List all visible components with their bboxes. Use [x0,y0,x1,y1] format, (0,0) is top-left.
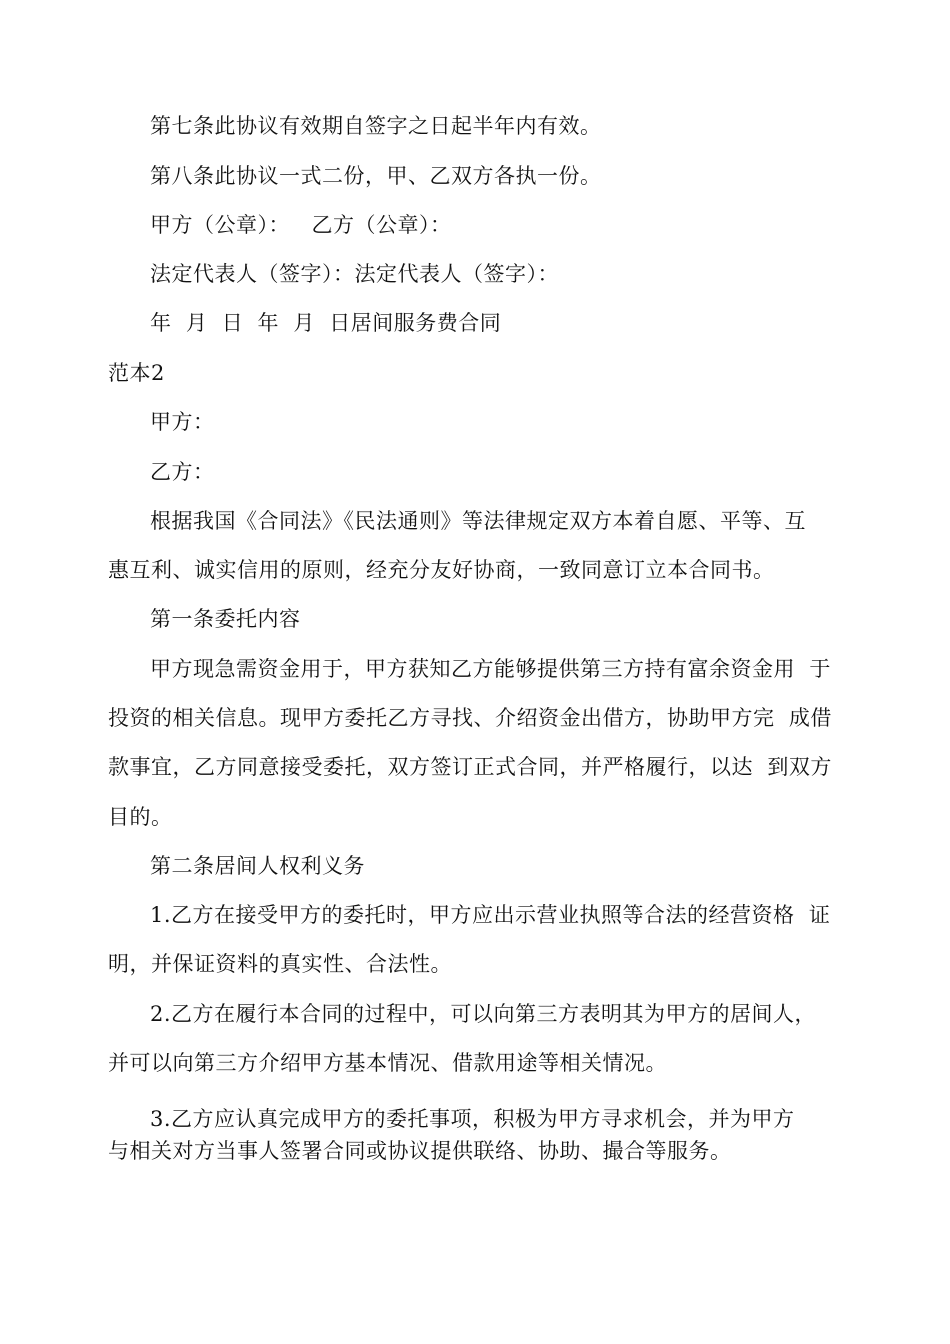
text-line: 并可以向第三方介绍甲方基本情况、借款用途等相关情况。 [108,1051,667,1075]
text-line: 乙方： [150,460,215,484]
text-line: 年 月 日 年 月 日居间服务费合同 [150,311,502,335]
text-line: 明，并保证资料的真实性、合法性。 [108,952,452,976]
text-line: 目的。 [108,805,173,829]
article-heading: 第二条居间人权利义务 [150,854,365,878]
text-line: 2.乙方在履行本合同的过程中，可以向第三方表明其为甲方的居间人， [150,1002,817,1026]
text-line: 与相关对方当事人签署合同或协议提供联络、协助、撮合等服务。 [108,1139,732,1163]
article-heading: 第一条委托内容 [150,607,301,631]
text-line: 投资的相关信息。现甲方委托乙方寻找、介绍资金出借方，协助甲方完 成借 [108,706,832,730]
text-line: 根据我国《合同法》《民法通则》等法律规定双方本着自愿、平等、互 [150,509,806,533]
text-line: 法定代表人（签字）：法定代表人（签字）： [150,262,559,286]
text-line: 甲方（公章）： 乙方（公章）： [150,213,452,237]
text-line: 惠互利、诚实信用的原则，经充分友好协商，一致同意订立本合同书。 [108,558,775,582]
text-line: 甲方： [150,410,215,434]
text-line: 款事宜，乙方同意接受委托，双方签订正式合同，并严格履行，以达 到双方 [108,755,832,779]
text-line: 3.乙方应认真完成甲方的委托事项，积极为甲方寻求机会，并为甲方 [150,1107,795,1131]
text-line: 甲方现急需资金用于，甲方获知乙方能够提供第三方持有富余资金用 于 [150,657,831,681]
text-line: 第八条此协议一式二份，甲、乙双方各执一份。 [150,164,602,188]
text-line: 1.乙方在接受甲方的委托时，甲方应出示营业执照等合法的经营资格 证 [150,903,831,927]
text-line: 第七条此协议有效期自签字之日起半年内有效。 [150,114,602,138]
section-heading: 范本2 [108,361,165,385]
